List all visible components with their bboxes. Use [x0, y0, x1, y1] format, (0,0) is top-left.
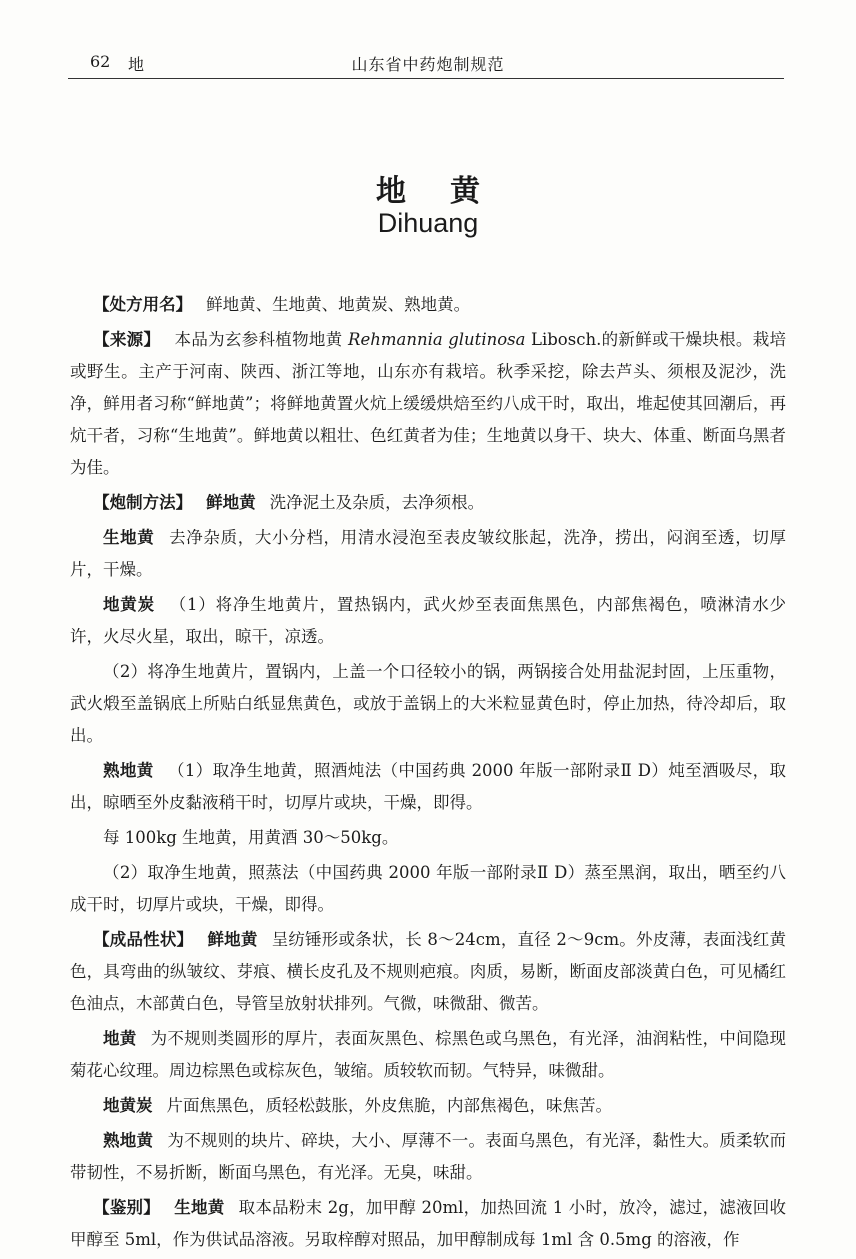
section-label-laiyuan: 【来源】 — [93, 330, 161, 349]
paragraph-paozhi-dihuangtan-1 — [70, 589, 786, 653]
paragraph-xingzhuang-dihuangtan — [70, 1090, 786, 1122]
paozhi-xiandihuang-text: 洗净泥土及杂质，去净须根。 — [269, 493, 485, 512]
section-label-xingzhuang: 【成品性状】 — [93, 930, 194, 949]
paragraph-paozhi-dihuangtan-2: （2）将净生地黄片，置锅内，上盖一个口径较小的锅，两锅接合处用盐泥封固，上压重物，武火煅至盖锅底上所贴白纸显焦黄色，或放于盖锅上的大米粒显黄色时，停止加热，待冷却后，取出。 — [70, 662, 786, 745]
xingzhuang-xiandihuang-text: 呈纺锤形或条状，长 8～24cm，直径 2～9cm。外皮薄，表面浅红黄色，具弯曲的纵皱纹、芽痕、横长皮孔及不规则疤痕。肉质，易断，断面皮部淡黄白色，可见橘红色油点，木部黄白色，导管呈放射状排列。气微，味微甜、微苦。 — [70, 930, 786, 1013]
subheading-xingzhuang-dihuang: 地黄 — [103, 1029, 137, 1048]
subheading-shengdihuang: 生地黄 — [103, 528, 155, 547]
paragraph-chufang — [70, 289, 786, 321]
subheading-jianbie-shengdihuang: 生地黄 — [174, 1198, 225, 1217]
entry-title-chinese: 地黄 — [376, 174, 524, 209]
header-divider — [68, 78, 784, 79]
paragraph-paozhi-shudihuang-ratio: 每 100kg 生地黄，用黄酒 30～50kg。 — [103, 828, 399, 847]
paragraph-paozhi — [70, 487, 786, 519]
paragraph-xingzhuang-shudihuang — [70, 1125, 786, 1189]
subheading-xingzhuang-dihuangtan: 地黄炭 — [103, 1096, 153, 1115]
xingzhuang-dihuangtan-text: 片面焦黑色，质轻松鼓胀，外皮焦脆，内部焦褐色，味焦苦。 — [166, 1096, 612, 1115]
section-label-chufang: 【处方用名】 — [93, 295, 193, 314]
book-title: 山东省中药炮制规范 — [351, 55, 505, 74]
jianbie-text: 取本品粉末 2g，加甲醇 20ml，加热回流 1 小时，放冷，滤过，滤液回收甲醇至 5ml，作为供试品溶液。另取梓醇对照品，加甲醇制成每 1ml 含 0.5mg 的溶液，作 — [70, 1198, 786, 1249]
paragraph-jianbie — [70, 1192, 786, 1256]
subheading-xingzhuang-xiandihuang: 鲜地黄 — [207, 930, 258, 949]
paragraph-xingzhuang — [70, 924, 786, 1020]
laiyuan-text-after: Libosch.的新鲜或干燥块根。栽培或野生。主产于河南、陕西、浙江等地，山东亦有栽培。秋季采挖，除去芦头、须根及泥沙，洗净，鲜用者习称“鲜地黄”；将鲜地黄置火炕上缓缓烘焙至约八成干时，取出，堆起使其回潮后，再炕干者，习称“生地黄”。鲜地黄以粗壮、色红黄者为佳；生地黄以身干、块大、体重、断面乌黑者为佳。 — [70, 330, 787, 477]
xingzhuang-shudihuang-text: 为不规则的块片、碎块，大小、厚薄不一。表面乌黑色，有光泽，黏性大。质柔软而带韧性，不易折断，断面乌黑色，有光泽。无臭，味甜。 — [70, 1131, 787, 1182]
subheading-xingzhuang-shudihuang: 熟地黄 — [103, 1131, 154, 1150]
xingzhuang-dihuang-text: 为不规则类圆形的厚片，表面灰黑色、棕黑色或乌黑色，有光泽，油润粘性，中间隐现菊花心纹理。周边棕黑色或棕灰色，皱缩。质较软而韧。气特异，味微甜。 — [70, 1029, 787, 1080]
entry-title-pinyin: Dihuang — [377, 208, 479, 238]
page-number: 62 — [90, 52, 111, 71]
paragraph-laiyuan — [70, 324, 786, 484]
chufang-text: 鲜地黄、生地黄、地黄炭、熟地黄。 — [206, 295, 471, 314]
subheading-dihuangtan: 地黄炭 — [103, 595, 155, 614]
section-character: 地 — [128, 55, 145, 74]
paozhi-shengdihuang-text: 去净杂质，大小分档，用清水浸泡至表皮皱纹胀起，洗净，捞出，闷润至透，切厚片，干燥。 — [70, 528, 787, 579]
paragraph-paozhi-shengdihuang — [70, 522, 786, 586]
paragraph-paozhi-shudihuang-2: （2）取净生地黄，照蒸法（中国药典 2000 年版一部附录Ⅱ D）蒸至黑润，取出，晒至约八成干时，切厚片或块，干燥，即得。 — [70, 863, 786, 914]
subheading-xiandihuang: 鲜地黄 — [206, 493, 256, 512]
section-label-jianbie: 【鉴别】 — [93, 1198, 161, 1217]
latin-name: Rehmannia glutinosa — [348, 330, 526, 349]
subheading-shudihuang: 熟地黄 — [103, 761, 154, 780]
entry-body — [70, 289, 786, 1259]
paozhi-shudihuang-text1: （1）取净生地黄，照酒炖法（中国药典 2000 年版一部附录Ⅱ D）炖至酒吸尽，取出，晾晒至外皮黏液稍干时，切厚片或块，干燥，即得。 — [70, 761, 787, 812]
paozhi-dihuangtan-text1: （1）将净生地黄片，置热锅内，武火炒至表面焦黑色，内部焦褐色，喷淋清水少许，火尽火星，取出，晾干，凉透。 — [70, 595, 787, 646]
laiyuan-text-before: 本品为玄参科植物地黄 — [174, 330, 349, 349]
paragraph-paozhi-shudihuang-1 — [70, 755, 786, 819]
section-label-paozhi: 【炮制方法】 — [93, 493, 193, 512]
paragraph-xingzhuang-dihuang — [70, 1023, 786, 1087]
